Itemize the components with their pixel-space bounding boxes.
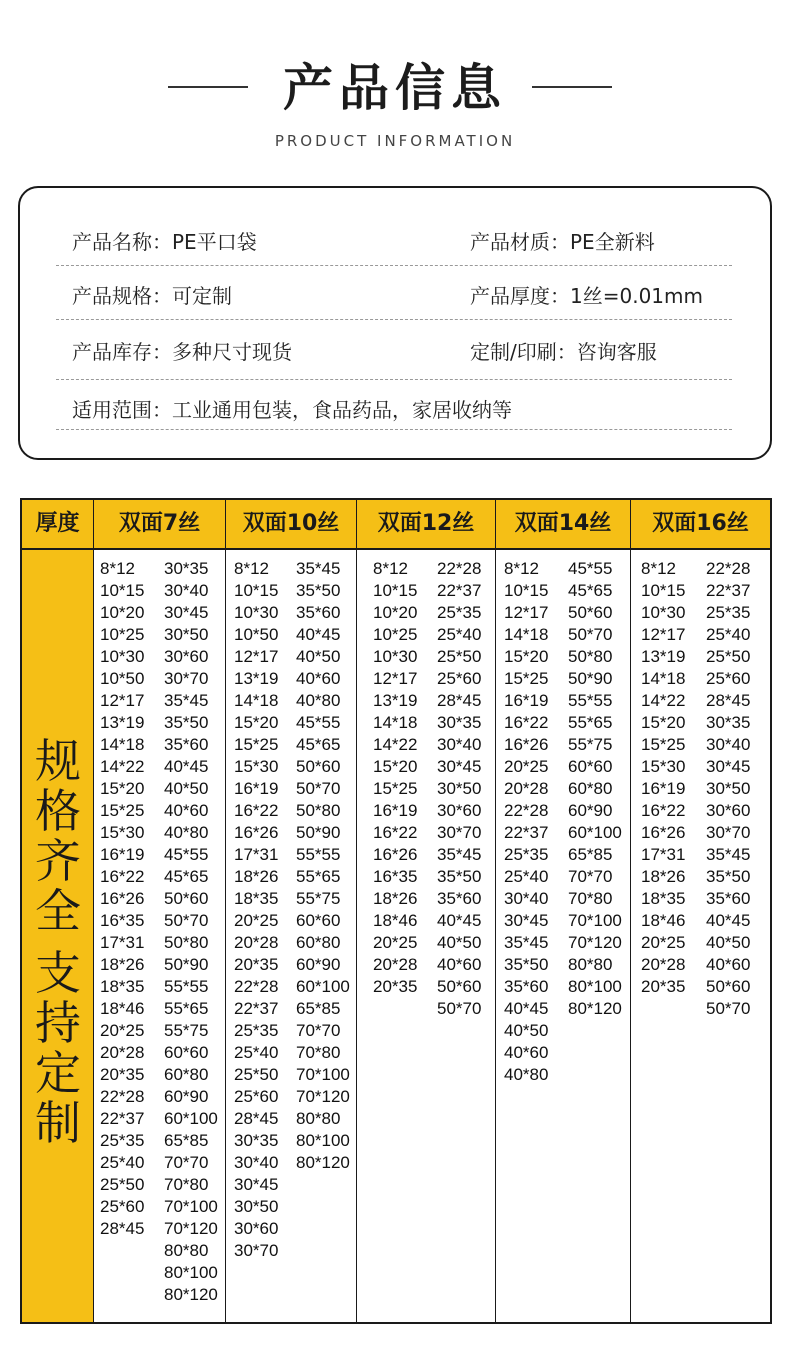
size-item: 15*30 (234, 757, 279, 776)
size-item: 40*50 (164, 779, 209, 798)
size-item: 10*25 (100, 625, 145, 644)
column-header: 双面16丝 (631, 500, 770, 550)
size-item: 35*45 (504, 933, 549, 952)
size-item: 16*22 (373, 823, 418, 842)
info-row (56, 322, 732, 380)
info-product-name: 产品名称：PE平口袋 (72, 230, 257, 254)
size-item: 30*50 (437, 779, 482, 798)
size-item: 14*18 (100, 735, 145, 754)
side-label (22, 736, 94, 1148)
size-item: 50*80 (164, 933, 209, 952)
size-item: 13*19 (373, 691, 418, 710)
size-item: 30*45 (706, 757, 751, 776)
size-item: 35*45 (164, 691, 209, 710)
size-item: 20*35 (234, 955, 279, 974)
size-item: 80*120 (296, 1153, 350, 1172)
size-item: 25*40 (100, 1153, 145, 1172)
size-item: 10*30 (641, 603, 686, 622)
size-item: 16*26 (234, 823, 279, 842)
size-list-right (164, 558, 218, 1306)
size-item: 20*28 (234, 933, 279, 952)
size-item: 18*35 (234, 889, 279, 908)
column-header: 双面12丝 (357, 500, 496, 550)
size-item: 60*60 (164, 1043, 209, 1062)
size-item: 50*70 (706, 999, 751, 1018)
info-usage-scope: 适用范围：工业通用包装，食品药品，家居收纳等 (72, 398, 512, 422)
size-item: 35*45 (706, 845, 751, 864)
size-item: 16*19 (100, 845, 145, 864)
size-item: 40*60 (504, 1043, 549, 1062)
size-item: 15*25 (373, 779, 418, 798)
size-item: 55*65 (164, 999, 209, 1018)
size-item: 10*15 (234, 581, 279, 600)
size-item: 25*50 (100, 1175, 145, 1194)
size-item: 60*80 (164, 1065, 209, 1084)
size-item: 45*65 (164, 867, 209, 886)
size-item: 35*60 (706, 889, 751, 908)
size-item: 80*100 (568, 977, 622, 996)
size-item: 22*37 (504, 823, 549, 842)
size-item: 80*100 (164, 1263, 218, 1282)
size-item: 25*35 (504, 845, 549, 864)
size-item: 14*18 (504, 625, 549, 644)
side-label-cell (22, 550, 94, 1322)
size-item: 16*26 (504, 735, 549, 754)
size-item: 16*22 (641, 801, 686, 820)
size-item: 45*55 (296, 713, 341, 732)
size-item: 20*28 (373, 955, 418, 974)
size-item: 40*50 (437, 933, 482, 952)
size-item: 50*90 (296, 823, 341, 842)
size-item: 30*45 (234, 1175, 279, 1194)
size-item: 25*40 (504, 867, 549, 886)
size-item: 65*85 (164, 1131, 209, 1150)
size-item: 14*18 (373, 713, 418, 732)
size-item: 30*70 (234, 1241, 279, 1260)
size-item: 25*60 (100, 1197, 145, 1216)
size-item: 30*60 (706, 801, 751, 820)
size-item: 25*35 (100, 1131, 145, 1150)
size-item: 70*120 (568, 933, 622, 952)
size-item: 60*100 (568, 823, 622, 842)
size-column (226, 550, 357, 1322)
size-item: 30*35 (164, 559, 209, 578)
info-product-stock: 产品库存：多种尺寸现货 (72, 340, 292, 364)
size-item: 50*80 (568, 647, 613, 666)
info-product-thickness: 产品厚度：1丝=0.01mm (470, 284, 703, 308)
size-item: 70*70 (164, 1153, 209, 1172)
size-item: 8*12 (373, 559, 408, 578)
size-item: 65*85 (296, 999, 341, 1018)
size-item: 15*25 (100, 801, 145, 820)
size-item: 40*45 (706, 911, 751, 930)
size-list-right (296, 558, 350, 1174)
size-item: 45*55 (568, 559, 613, 578)
size-item: 20*25 (641, 933, 686, 952)
size-item: 40*60 (164, 801, 209, 820)
size-item: 25*40 (437, 625, 482, 644)
size-item: 22*28 (437, 559, 482, 578)
size-item: 40*50 (296, 647, 341, 666)
size-item: 50*70 (437, 999, 482, 1018)
size-item: 35*50 (706, 867, 751, 886)
size-item: 35*50 (296, 581, 341, 600)
size-item: 30*35 (706, 713, 751, 732)
size-item: 25*50 (706, 647, 751, 666)
size-item: 40*45 (504, 999, 549, 1018)
size-item: 25*40 (706, 625, 751, 644)
info-product-spec: 产品规格：可定制 (72, 284, 232, 308)
size-item: 15*25 (504, 669, 549, 688)
size-item: 50*60 (296, 757, 341, 776)
size-item: 16*22 (100, 867, 145, 886)
size-item: 17*31 (234, 845, 279, 864)
size-item: 16*26 (641, 823, 686, 842)
size-item: 25*35 (234, 1021, 279, 1040)
info-row (56, 380, 732, 430)
size-item: 70*70 (568, 867, 613, 886)
size-item: 14*22 (641, 691, 686, 710)
size-table (20, 498, 772, 1324)
size-item: 8*12 (504, 559, 539, 578)
size-item: 18*35 (100, 977, 145, 996)
size-item: 40*45 (164, 757, 209, 776)
size-item: 15*30 (641, 757, 686, 776)
size-item: 35*45 (296, 559, 341, 578)
size-item: 55*55 (296, 845, 341, 864)
size-item: 30*45 (437, 757, 482, 776)
size-item: 10*20 (100, 603, 145, 622)
size-item: 16*22 (504, 713, 549, 732)
size-item: 20*25 (234, 911, 279, 930)
side-label-line1: 规格齐全 (35, 734, 81, 938)
size-item: 15*20 (100, 779, 145, 798)
size-item: 16*19 (504, 691, 549, 710)
info-custom-print: 定制/印刷：咨询客服 (470, 340, 657, 364)
size-item: 8*12 (234, 559, 269, 578)
size-item: 30*45 (504, 911, 549, 930)
size-item: 50*60 (706, 977, 751, 996)
size-item: 70*80 (568, 889, 613, 908)
size-item: 55*75 (568, 735, 613, 754)
size-item: 30*50 (706, 779, 751, 798)
size-item: 17*31 (641, 845, 686, 864)
size-list-right (437, 558, 481, 1020)
size-list-left (504, 558, 548, 1086)
table-corner-header: 厚度 (22, 500, 94, 550)
size-item: 10*20 (373, 603, 418, 622)
size-item: 12*17 (234, 647, 279, 666)
size-item: 70*70 (296, 1021, 341, 1040)
size-item: 15*20 (641, 713, 686, 732)
size-item: 18*46 (100, 999, 145, 1018)
size-item: 18*26 (100, 955, 145, 974)
size-item: 55*65 (568, 713, 613, 732)
size-item: 10*15 (504, 581, 549, 600)
size-item: 22*28 (706, 559, 751, 578)
size-item: 12*17 (373, 669, 418, 688)
size-item: 60*90 (164, 1087, 209, 1106)
size-item: 14*18 (234, 691, 279, 710)
page-title: 产品信息 (283, 59, 507, 117)
size-item: 20*25 (100, 1021, 145, 1040)
size-item: 28*45 (706, 691, 751, 710)
size-item: 65*85 (568, 845, 613, 864)
size-item: 22*28 (504, 801, 549, 820)
size-column (496, 550, 631, 1322)
size-item: 80*120 (164, 1285, 218, 1304)
size-list-left (100, 558, 144, 1240)
column-header: 双面14丝 (496, 500, 631, 550)
size-column (357, 550, 496, 1322)
size-item: 35*60 (296, 603, 341, 622)
size-item: 13*19 (641, 647, 686, 666)
size-item: 30*35 (437, 713, 482, 732)
size-item: 55*75 (164, 1021, 209, 1040)
size-item: 10*30 (100, 647, 145, 666)
size-column (94, 550, 226, 1322)
size-item: 30*50 (234, 1197, 279, 1216)
size-item: 25*40 (234, 1043, 279, 1062)
size-item: 18*46 (373, 911, 418, 930)
size-item: 30*40 (437, 735, 482, 754)
size-item: 70*100 (568, 911, 622, 930)
size-item: 70*120 (296, 1087, 350, 1106)
info-product-material: 产品材质：PE全新料 (470, 230, 655, 254)
size-item: 30*40 (706, 735, 751, 754)
size-item: 30*70 (164, 669, 209, 688)
size-item: 15*30 (100, 823, 145, 842)
size-item: 14*22 (100, 757, 145, 776)
size-item: 70*120 (164, 1219, 218, 1238)
size-item: 40*45 (437, 911, 482, 930)
size-item: 14*18 (641, 669, 686, 688)
size-item: 30*60 (164, 647, 209, 666)
size-item: 20*35 (100, 1065, 145, 1084)
size-item: 25*60 (234, 1087, 279, 1106)
size-item: 15*25 (641, 735, 686, 754)
size-item: 80*80 (568, 955, 613, 974)
size-item: 25*50 (234, 1065, 279, 1084)
size-item: 60*90 (568, 801, 613, 820)
size-item: 17*31 (100, 933, 145, 952)
page-subtitle: PRODUCT INFORMATION (274, 132, 516, 150)
size-item: 16*19 (234, 779, 279, 798)
size-list-left (641, 558, 685, 998)
size-item: 28*45 (437, 691, 482, 710)
size-item: 60*80 (568, 779, 613, 798)
size-item: 80*80 (164, 1241, 209, 1260)
size-item: 18*35 (641, 889, 686, 908)
size-item: 40*80 (164, 823, 209, 842)
size-item: 16*19 (373, 801, 418, 820)
size-item: 50*90 (568, 669, 613, 688)
size-item: 50*60 (437, 977, 482, 996)
size-item: 22*28 (234, 977, 279, 996)
size-item: 10*30 (234, 603, 279, 622)
size-item: 35*50 (164, 713, 209, 732)
size-item: 30*60 (437, 801, 482, 820)
size-item: 30*40 (234, 1153, 279, 1172)
size-item: 30*60 (234, 1219, 279, 1238)
size-list-left (373, 558, 417, 998)
size-item: 10*15 (100, 581, 145, 600)
size-item: 60*100 (164, 1109, 218, 1128)
column-header: 双面10丝 (226, 500, 357, 550)
size-item: 40*60 (296, 669, 341, 688)
size-item: 60*100 (296, 977, 350, 996)
size-item: 50*90 (164, 955, 209, 974)
size-item: 20*25 (373, 933, 418, 952)
size-item: 28*45 (234, 1109, 279, 1128)
size-item: 30*70 (437, 823, 482, 842)
size-item: 50*70 (568, 625, 613, 644)
size-item: 13*19 (100, 713, 145, 732)
product-info-box (18, 186, 772, 460)
size-item: 35*60 (504, 977, 549, 996)
size-item: 40*50 (706, 933, 751, 952)
size-item: 22*37 (437, 581, 482, 600)
page-header (0, 48, 790, 128)
info-row (56, 212, 732, 266)
size-item: 50*80 (296, 801, 341, 820)
size-item: 35*60 (437, 889, 482, 908)
size-item: 20*28 (641, 955, 686, 974)
size-item: 30*45 (164, 603, 209, 622)
size-item: 18*46 (641, 911, 686, 930)
size-item: 80*100 (296, 1131, 350, 1150)
size-item: 22*37 (234, 999, 279, 1018)
size-item: 45*65 (296, 735, 341, 754)
size-item: 55*65 (296, 867, 341, 886)
size-item: 40*45 (296, 625, 341, 644)
size-item: 30*35 (234, 1131, 279, 1150)
size-item: 18*26 (641, 867, 686, 886)
size-item: 25*60 (437, 669, 482, 688)
size-item: 28*45 (100, 1219, 145, 1238)
size-item: 30*40 (164, 581, 209, 600)
size-item: 55*55 (164, 977, 209, 996)
size-item: 70*100 (164, 1197, 218, 1216)
size-item: 20*35 (641, 977, 686, 996)
size-item: 22*37 (100, 1109, 145, 1128)
size-item: 60*80 (296, 933, 341, 952)
size-item: 18*26 (234, 867, 279, 886)
size-item: 35*50 (437, 867, 482, 886)
size-item: 40*60 (437, 955, 482, 974)
size-item: 45*55 (164, 845, 209, 864)
title-divider-right (532, 86, 612, 88)
size-item: 10*50 (100, 669, 145, 688)
side-label-line2: 支持定制 (35, 946, 81, 1150)
size-item: 50*70 (296, 779, 341, 798)
size-item: 20*28 (504, 779, 549, 798)
size-item: 16*35 (373, 867, 418, 886)
size-item: 10*30 (373, 647, 418, 666)
column-header: 双面7丝 (94, 500, 226, 550)
size-item: 60*60 (296, 911, 341, 930)
size-item: 12*17 (100, 691, 145, 710)
size-item: 25*35 (706, 603, 751, 622)
size-item: 70*100 (296, 1065, 350, 1084)
size-item: 14*22 (373, 735, 418, 754)
size-item: 16*22 (234, 801, 279, 820)
size-item: 16*35 (100, 911, 145, 930)
size-item: 30*40 (504, 889, 549, 908)
size-item: 10*15 (641, 581, 686, 600)
size-item: 25*35 (437, 603, 482, 622)
size-item: 30*50 (164, 625, 209, 644)
size-item: 40*80 (296, 691, 341, 710)
size-item: 70*80 (164, 1175, 209, 1194)
size-item: 50*60 (568, 603, 613, 622)
size-item: 70*80 (296, 1043, 341, 1062)
size-item: 50*60 (164, 889, 209, 908)
size-item: 55*55 (568, 691, 613, 710)
size-item: 40*60 (706, 955, 751, 974)
size-item: 60*90 (296, 955, 341, 974)
size-column (631, 550, 770, 1322)
size-item: 40*80 (504, 1065, 549, 1084)
size-item: 80*120 (568, 999, 622, 1018)
size-item: 12*17 (641, 625, 686, 644)
size-list-left (234, 558, 278, 1262)
size-item: 20*35 (373, 977, 418, 996)
size-item: 15*20 (234, 713, 279, 732)
size-item: 20*25 (504, 757, 549, 776)
size-item: 35*60 (164, 735, 209, 754)
size-item: 45*65 (568, 581, 613, 600)
size-item: 8*12 (641, 559, 676, 578)
size-item: 22*37 (706, 581, 751, 600)
size-item: 55*75 (296, 889, 341, 908)
size-item: 20*28 (100, 1043, 145, 1062)
size-item: 12*17 (504, 603, 549, 622)
size-item: 16*19 (641, 779, 686, 798)
size-item: 10*15 (373, 581, 418, 600)
size-item: 35*45 (437, 845, 482, 864)
size-item: 15*20 (373, 757, 418, 776)
size-item: 10*25 (373, 625, 418, 644)
size-item: 15*20 (504, 647, 549, 666)
size-item: 18*26 (373, 889, 418, 908)
size-item: 30*70 (706, 823, 751, 842)
size-item: 40*50 (504, 1021, 549, 1040)
info-row (56, 266, 732, 320)
size-item: 50*70 (164, 911, 209, 930)
size-list-right (568, 558, 622, 1020)
size-item: 35*50 (504, 955, 549, 974)
size-item: 15*25 (234, 735, 279, 754)
size-item: 25*50 (437, 647, 482, 666)
size-item: 60*60 (568, 757, 613, 776)
size-list-right (706, 558, 750, 1020)
size-item: 8*12 (100, 559, 135, 578)
size-item: 16*26 (100, 889, 145, 908)
size-item: 16*26 (373, 845, 418, 864)
size-item: 80*80 (296, 1109, 341, 1128)
size-item: 13*19 (234, 669, 279, 688)
size-item: 25*60 (706, 669, 751, 688)
size-item: 10*50 (234, 625, 279, 644)
size-item: 22*28 (100, 1087, 145, 1106)
